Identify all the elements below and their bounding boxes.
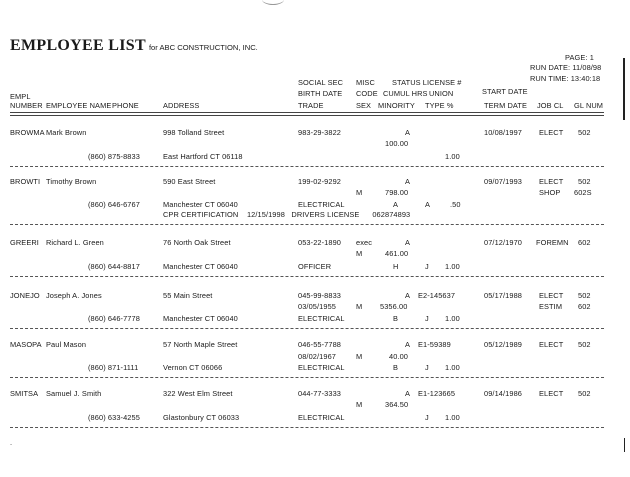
- emp-address-line2: Glastonbury CT 06033: [163, 413, 240, 422]
- emp-cumul-hrs: 100.00: [385, 139, 409, 148]
- emp-name: Richard L. Green: [46, 238, 104, 247]
- emp-trade: ELECTRICAL: [298, 314, 345, 323]
- emp-code: GREERI: [10, 238, 39, 247]
- emp-code: SMITSA: [10, 389, 39, 398]
- emp-address-line2: Vernon CT 06066: [163, 363, 223, 372]
- page-number: PAGE: 1: [565, 53, 594, 62]
- emp-start-date: 05/12/1989: [484, 340, 522, 349]
- emp-job-class: ELECT: [539, 340, 564, 349]
- emp-address-line2: Manchester CT 06040: [163, 262, 238, 271]
- emp-code: MASOPA: [10, 340, 42, 349]
- report-subtitle: for ABC CONSTRUCTION, INC.: [148, 43, 258, 52]
- header-sex: SEX: [356, 101, 372, 110]
- emp-license: E2-145637: [418, 291, 456, 300]
- emp-trade: ELECTRICAL: [298, 200, 345, 209]
- header-birth-date: BIRTH DATE: [298, 89, 343, 98]
- record-separator: [10, 377, 604, 378]
- emp-cumul-hrs: 461.00: [385, 249, 409, 258]
- header-address: ADDRESS: [163, 101, 200, 110]
- emp-name: Joseph A. Jones: [46, 291, 102, 300]
- emp-code: JONEJO: [10, 291, 40, 300]
- emp-job-class: FOREMN: [536, 238, 569, 247]
- emp-status: A: [405, 340, 411, 349]
- emp-license: E1-59389: [418, 340, 451, 349]
- record-separator: [10, 328, 604, 329]
- emp-status: A: [405, 389, 411, 398]
- header-cumul-hrs: CUMUL HRS: [383, 89, 428, 98]
- emp-code: BROWTI: [10, 177, 41, 186]
- header-separator: [10, 112, 604, 116]
- emp-union-pct: 1.00: [445, 314, 460, 323]
- emp-ssn: 044-77-3333: [298, 389, 342, 398]
- scan-edge-mark: [623, 58, 625, 120]
- emp-start-date: 09/07/1993: [484, 177, 522, 186]
- header-social-sec: SOCIAL SEC: [298, 78, 344, 87]
- trailing-mark: .: [10, 438, 13, 447]
- header-phone: PHONE: [112, 101, 139, 110]
- emp-start-date: 05/17/1988: [484, 291, 522, 300]
- emp-phone: (860) 633-4255: [88, 413, 140, 422]
- emp-certifications: CPR CERTIFICATION 12/15/1998 DRIVERS LICENSE 062874893: [163, 210, 411, 219]
- emp-job-class-2: SHOP: [539, 188, 561, 197]
- emp-gl-num: 602: [578, 238, 591, 247]
- emp-gl-num: 502: [578, 340, 591, 349]
- emp-phone: (860) 646-6767: [88, 200, 140, 209]
- emp-birth-date: 03/05/1955: [298, 302, 336, 311]
- emp-sex: M: [356, 302, 363, 311]
- emp-minority: B: [393, 363, 399, 372]
- emp-status: A: [405, 177, 411, 186]
- emp-status: A: [405, 238, 411, 247]
- emp-minority: A: [393, 200, 399, 209]
- emp-sex: M: [356, 188, 363, 197]
- emp-trade: OFFICER: [298, 262, 332, 271]
- emp-union-pct: .50: [450, 200, 461, 209]
- emp-job-class-2: ESTIM: [539, 302, 563, 311]
- emp-status: A: [405, 291, 411, 300]
- header-misc: MISC: [356, 78, 375, 87]
- emp-union-pct: 1.00: [445, 413, 460, 422]
- emp-gl-num-2: 602: [578, 302, 591, 311]
- emp-birth-date: 08/02/1967: [298, 352, 336, 361]
- emp-address-line1: 998 Tolland Street: [163, 128, 225, 137]
- header-minority: MINORITY: [378, 101, 415, 110]
- emp-sex: M: [356, 249, 363, 258]
- emp-job-class: ELECT: [539, 291, 564, 300]
- emp-name: Mark Brown: [46, 128, 87, 137]
- emp-gl-num: 502: [578, 389, 591, 398]
- emp-union-pct: 1.00: [445, 363, 460, 372]
- emp-address-line1: 76 North Oak Street: [163, 238, 231, 247]
- header-type-pct: TYPE %: [425, 101, 454, 110]
- emp-job-class: ELECT: [539, 128, 564, 137]
- emp-address-line2: Manchester CT 06040: [163, 314, 238, 323]
- emp-misc-code: exec: [356, 238, 373, 247]
- header-status-license: STATUS LICENSE #: [392, 78, 462, 87]
- emp-address-line2: East Hartford CT 06118: [163, 152, 243, 161]
- emp-address-line1: 57 North Maple Street: [163, 340, 238, 349]
- emp-ssn: 053-22-1890: [298, 238, 342, 247]
- emp-name: Samuel J. Smith: [46, 389, 102, 398]
- emp-union-type: J: [425, 363, 429, 372]
- emp-union-type: J: [425, 262, 429, 271]
- emp-union-pct: 1.00: [445, 262, 460, 271]
- emp-gl-num: 502: [578, 291, 591, 300]
- emp-address-line2: Manchester CT 06040: [163, 200, 238, 209]
- report-title-text: EMPLOYEE LIST: [10, 37, 146, 54]
- emp-phone: (860) 644-8817: [88, 262, 140, 271]
- emp-cumul-hrs: 364.50: [385, 400, 409, 409]
- emp-gl-num-2: 602S: [574, 188, 592, 197]
- emp-address-line1: 55 Main Street: [163, 291, 213, 300]
- run-time: RUN TIME: 13:40:18: [530, 74, 601, 83]
- emp-phone: (860) 646-7778: [88, 314, 140, 323]
- emp-minority: H: [393, 262, 399, 271]
- emp-ssn: 045-99-8833: [298, 291, 342, 300]
- emp-union-type: A: [425, 200, 431, 209]
- emp-ssn: 983-29-3822: [298, 128, 342, 137]
- emp-phone: (860) 871-1111: [88, 363, 139, 372]
- emp-job-class: ELECT: [539, 177, 564, 186]
- header-term-date: TERM DATE: [484, 101, 528, 110]
- header-job-cl: JOB CL: [537, 101, 564, 110]
- emp-sex: M: [356, 352, 363, 361]
- emp-job-class: ELECT: [539, 389, 564, 398]
- emp-ssn: 199-02-9292: [298, 177, 342, 186]
- emp-start-date: 07/12/1970: [484, 238, 522, 247]
- emp-status: A: [405, 128, 411, 137]
- record-separator: [10, 166, 604, 167]
- header-start-date: START DATE: [482, 87, 528, 96]
- header-union: UNION: [429, 89, 454, 98]
- emp-start-date: 10/08/1997: [484, 128, 522, 137]
- emp-cumul-hrs: 798.00: [385, 188, 409, 197]
- emp-union-type: J: [425, 314, 429, 323]
- emp-minority: B: [393, 314, 399, 323]
- emp-name: Timothy Brown: [46, 177, 97, 186]
- emp-name: Paul Mason: [46, 340, 87, 349]
- emp-phone: (860) 875-8833: [88, 152, 140, 161]
- header-code: CODE: [356, 89, 378, 98]
- header-employee-name: EMPLOYEE NAME: [46, 101, 112, 110]
- emp-gl-num: 502: [578, 177, 591, 186]
- scan-edge-mark: [624, 438, 625, 452]
- emp-ssn: 046-55-7788: [298, 340, 342, 349]
- emp-gl-num: 502: [578, 128, 591, 137]
- emp-start-date: 09/14/1986: [484, 389, 522, 398]
- header-number: NUMBER: [10, 101, 43, 110]
- report-title: [10, 37, 258, 55]
- header-empl: EMPL: [10, 92, 31, 101]
- run-date: RUN DATE: 11/08/98: [530, 63, 602, 72]
- emp-address-line1: 322 West Elm Street: [163, 389, 233, 398]
- emp-sex: M: [356, 400, 363, 409]
- emp-union-type: J: [425, 413, 429, 422]
- emp-trade: ELECTRICAL: [298, 363, 345, 372]
- header-trade: TRADE: [298, 101, 324, 110]
- emp-address-line1: 590 East Street: [163, 177, 216, 186]
- emp-license: E1-123665: [418, 389, 456, 398]
- record-separator: [10, 224, 604, 225]
- edge-curve-mark: [262, 0, 284, 5]
- emp-code: BROWMA: [10, 128, 45, 137]
- record-separator: [10, 427, 604, 428]
- emp-cumul-hrs: 40.00: [389, 352, 408, 361]
- emp-cumul-hrs: 5356.00: [380, 302, 408, 311]
- header-gl-num: GL NUM: [574, 101, 604, 110]
- record-separator: [10, 276, 604, 277]
- emp-trade: ELECTRICAL: [298, 413, 345, 422]
- emp-union-pct: 1.00: [445, 152, 460, 161]
